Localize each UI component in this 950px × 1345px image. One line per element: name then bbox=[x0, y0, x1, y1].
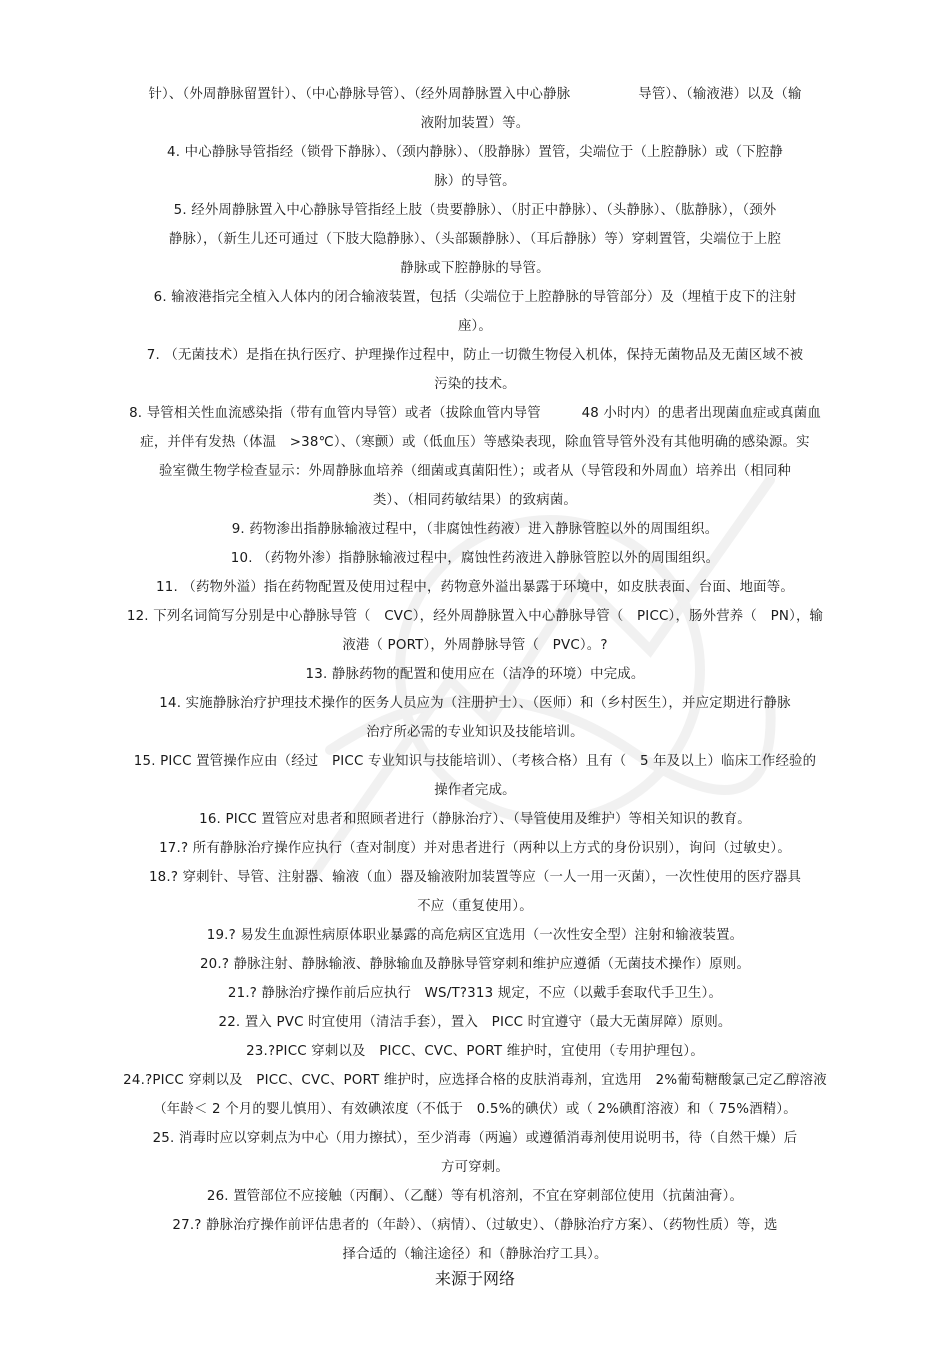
text-line: 22. 置入 PVC 时宜使用（清洁手套），置入 PICC 时宜遵守（最大无菌屏障）原则。 bbox=[218, 1015, 732, 1030]
text-line: （年龄＜ 2 个月的婴儿慎用）、有效碘浓度（不低于 0.5%的碘伏）或（ 2%碘酊溶液）和（ 75%酒精）。 bbox=[153, 1102, 797, 1117]
text-line: 20.? 静脉注射、静脉输液、静脉输血及静脉导管穿刺和维护应遵循（无菌技术操作）原则。 bbox=[199, 957, 751, 972]
text-line: 验室微生物学检查显示：外周静脉血培养（细菌或真菌阳性）；或者从（导管段和外周血）培养出（相同种 bbox=[158, 464, 792, 479]
text-line: 12. 下列名词简写分别是中心静脉导管（ CVC），经外周静脉置入中心静脉导管（ PICC），肠外营养（ PN），输 bbox=[126, 609, 824, 624]
text-line: 类）、（相同药敏结果）的致病菌。 bbox=[372, 493, 578, 508]
text-line: 21.? 静脉治疗操作前后应执行 WS/T?313 规定，不应（以戴手套取代手卫生）。 bbox=[227, 986, 723, 1001]
text-line: 15. PICC 置管操作应由（经过 PICC 专业知识与技能培训）、（考核合格）且有（ 5 年及以上）临床工作经验的 bbox=[133, 754, 817, 769]
text-line: 症，并伴有发热（体温 >38℃）、（寒颤）或（低血压）等感染表现，除血管导管外没有其他明确的感染源。实 bbox=[140, 435, 810, 450]
text-line: 液附加装置）等。 bbox=[420, 116, 530, 131]
text-line: 27.? 静脉治疗操作前评估患者的（年龄）、（病情）、（过敏史）、（静脉治疗方案）、（药物性质）等，选 bbox=[172, 1218, 778, 1233]
text-line: 19.? 易发生血源性病原体职业暴露的高危病区宜选用（一次性安全型）注射和输液装置。 bbox=[206, 928, 744, 943]
text-line: 4. 中心静脉导管指经（锁骨下静脉）、（颈内静脉）、（股静脉）置管，尖端位于（上腔静脉）或（下腔静 bbox=[167, 145, 783, 160]
text-line: 14. 实施静脉治疗护理技术操作的医务人员应为（注册护士）、（医师）和（乡村医生），并应定期进行静脉 bbox=[159, 696, 791, 711]
text-line: 8. 导管相关性血流感染指（带有血管内导管）或者（拔除血管内导管 48 小时内）的患者出现菌血症或真菌血 bbox=[129, 406, 821, 421]
text-line: 治疗所必需的专业知识及技能培训。 bbox=[366, 725, 584, 740]
text-line: 不应（重复使用）。 bbox=[417, 899, 533, 914]
text-line: 25. 消毒时应以穿刺点为中心（用力擦拭），至少消毒（两遍）或遵循消毒剂使用说明书，待（自然干燥）后 bbox=[152, 1131, 798, 1146]
text-line: 10. （药物外渗）指静脉输液过程中，腐蚀性药液进入静脉管腔以外的周围组织。 bbox=[230, 551, 720, 566]
text-line: 操作者完成。 bbox=[434, 783, 516, 798]
text-line: 液港（ PORT），外周静脉导管（ PVC）。? bbox=[342, 638, 608, 653]
text-line: 24.?PICC 穿刺以及 PICC、CVC、PORT 维护时，应选择合格的皮肤消毒剂，宜选用 2%葡萄糖酸氯己定乙醇溶液 bbox=[123, 1073, 827, 1088]
text-line: 择合适的（输注途径）和（静脉治疗工具）。 bbox=[342, 1247, 608, 1262]
source-footer: 来源于网络 bbox=[434, 1269, 515, 1288]
text-line: 6. 输液港指完全植入人体内的闭合输液装置，包括（尖端位于上腔静脉的导管部分）及（埋植于皮下的注射 bbox=[153, 290, 797, 305]
text-line: 5. 经外周静脉置入中心静脉导管指经上肢（贵要静脉）、（肘正中静脉）、（头静脉）、（肱静脉），（颈外 bbox=[173, 203, 777, 218]
text-line: 11. （药物外溢）指在药物配置及使用过程中，药物意外溢出暴露于环境中，如皮肤表面、台面、地面等。 bbox=[156, 580, 794, 595]
text-line: 16. PICC 置管应对患者和照顾者进行（静脉治疗）、（导管使用及维护）等相关知识的教育。 bbox=[199, 812, 751, 827]
text-line: 脉）的导管。 bbox=[434, 174, 516, 189]
text-line: 26. 置管部位不应接触（丙酮）、（乙醚）等有机溶剂，不宜在穿刺部位使用（抗菌油膏）。 bbox=[206, 1189, 744, 1204]
text-line: 7. （无菌技术）是指在执行医疗、护理操作过程中，防止一切微生物侵入机体，保持无菌物品及无菌区域不被 bbox=[146, 348, 804, 363]
text-line: 污染的技术。 bbox=[434, 377, 516, 392]
text-line: 方可穿刺。 bbox=[441, 1160, 509, 1175]
text-line: 18.? 穿刺针、导管、注射器、输液（血）器及输液附加装置等应（一人一用一灭菌），一次性使用的医疗器具 bbox=[148, 870, 802, 885]
text-line: 23.?PICC 穿刺以及 PICC、CVC、PORT 维护时，宜使用（专用护理包）。 bbox=[246, 1044, 704, 1059]
text-line: 静脉），（新生儿还可通过（下肢大隐静脉）、（头部颞静脉）、（耳后静脉）等）穿刺置管，尖端位于上腔 bbox=[168, 232, 782, 247]
text-line: 9. 药物渗出指静脉输液过程中，（非腐蚀性药液）进入静脉管腔以外的周围组织。 bbox=[231, 522, 719, 537]
text-line: 17.? 所有静脉治疗操作应执行（查对制度）并对患者进行（两种以上方式的身份识别），询问（过敏史）。 bbox=[159, 841, 791, 856]
text-line: 座）。 bbox=[457, 319, 493, 334]
text-line: 静脉或下腔静脉的导管。 bbox=[400, 261, 550, 276]
text-line: 针）、（外周静脉留置针）、（中心静脉导管）、（经外周静脉置入中心静脉 导管）、（输液港）以及（输 bbox=[148, 87, 802, 102]
document-body bbox=[0, 80, 950, 1269]
text-line: 13. 静脉药物的配置和使用应在（洁净的环境）中完成。 bbox=[305, 667, 645, 682]
